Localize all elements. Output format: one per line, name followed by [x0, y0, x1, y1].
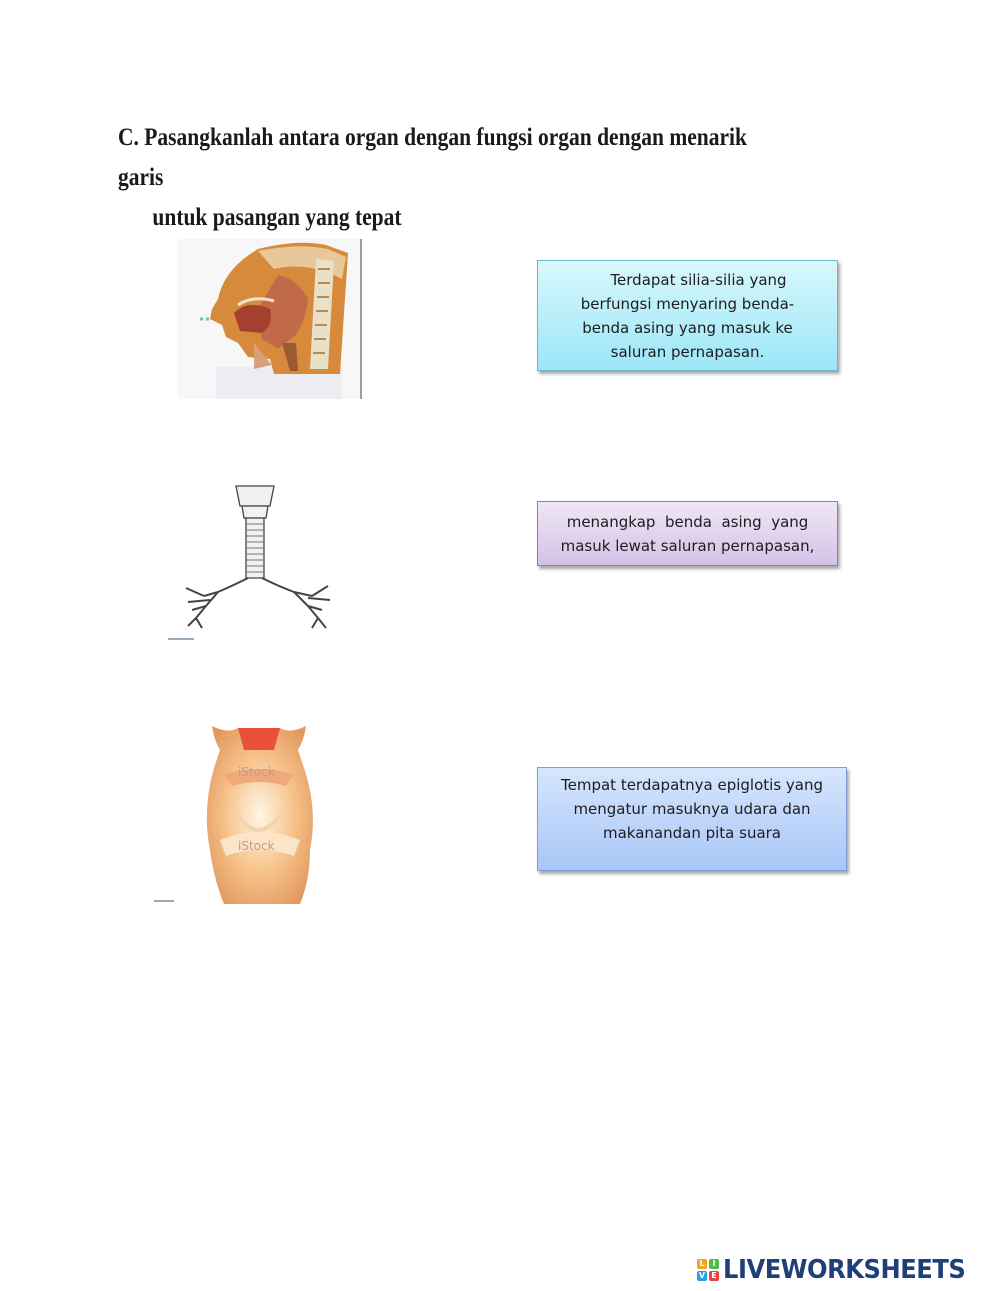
logo-mark-icon: L I V E	[697, 1259, 719, 1281]
nasal-cavity-model-image	[178, 239, 362, 399]
function-text: makanandan pita suara	[602, 824, 781, 842]
function-box-trap-foreign[interactable]	[537, 501, 838, 566]
function-text: mengatur masuknya udara dan	[573, 800, 811, 818]
function-box-cilia[interactable]	[537, 260, 838, 371]
function-box-epiglottis[interactable]	[537, 767, 847, 871]
function-text: benda asing yang masuk ke	[582, 318, 793, 337]
function-text: saluran pernapasan.	[610, 342, 765, 361]
logo-wordmark: LIVEWORKSHEETS	[723, 1255, 966, 1285]
watermark-text: iStock	[238, 765, 275, 779]
function-text: Terdapat silia-silia yang	[610, 270, 787, 289]
function-text: Tempat terdapatnya epiglotis yang	[561, 776, 823, 794]
larynx-model-image	[154, 720, 362, 904]
watermark-text: iStock	[238, 839, 275, 853]
function-text: menangkap benda asing yang	[566, 512, 809, 531]
trachea-bronchi-drawing-image	[166, 478, 352, 640]
instruction-line-1: C. Pasangkanlah antara organ dengan fungsi organ dengan menarik garis	[118, 124, 747, 191]
liveworksheets-logo	[697, 1255, 984, 1285]
instruction-heading	[118, 118, 772, 238]
instruction-line-2: untuk pasangan yang tepat	[152, 204, 402, 231]
function-text: masuk lewat saluran pernapasan,	[560, 536, 815, 555]
function-text: berfungsi menyaring benda-	[580, 294, 795, 313]
